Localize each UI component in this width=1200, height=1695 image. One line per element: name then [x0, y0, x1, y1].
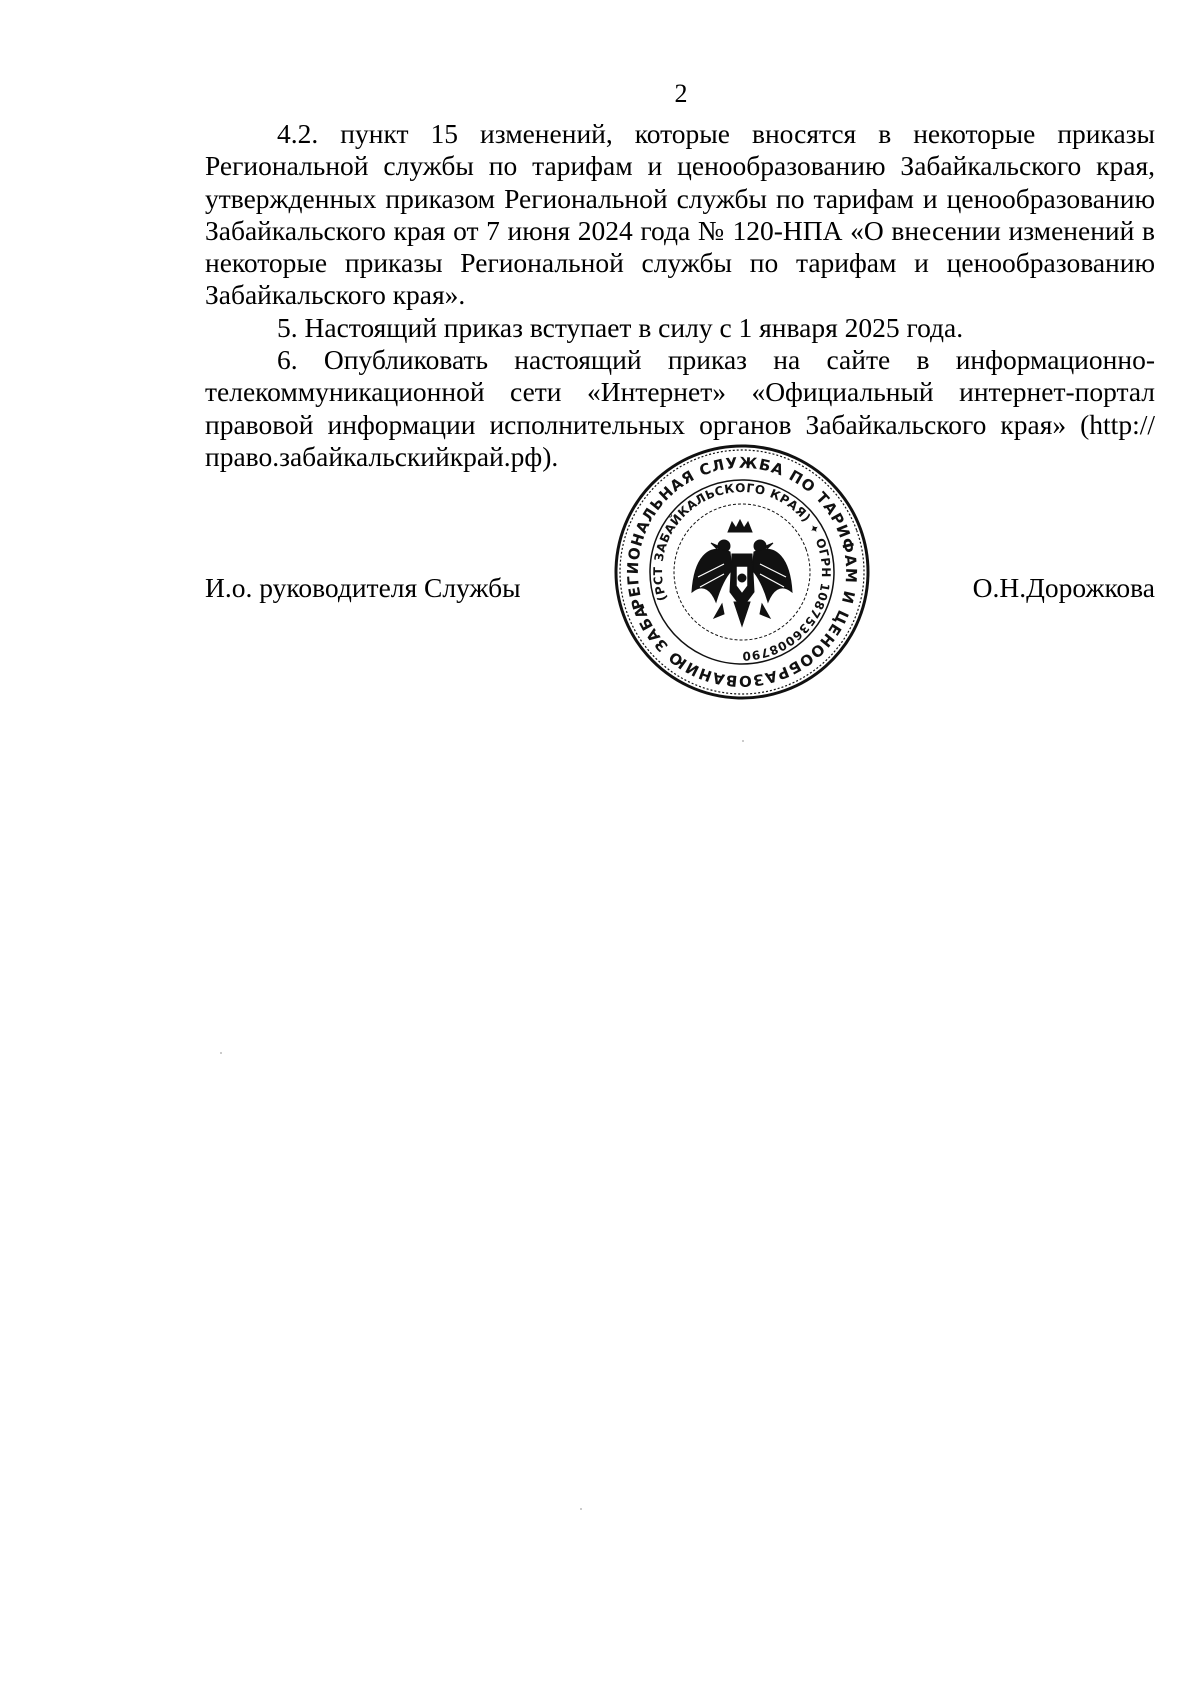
scan-speck — [742, 740, 744, 742]
scan-speck — [220, 1052, 222, 1054]
paragraph-5: 5. Настоящий приказ вступает в силу с 1 января 2025 года. — [277, 311, 964, 343]
scan-speck — [580, 1508, 582, 1510]
double-headed-eagle-emblem — [692, 520, 792, 626]
seal-inner-text: (РСТ ЗАБАЙКАЛЬСКОГО КРАЯ) ✦ ОГРН 1087536008790 — [650, 480, 834, 664]
seal-outer-text: РЕГИОНАЛЬНАЯ СЛУЖБА ПО ТАРИФАМ И ЦЕНООБРАЗОВАНИЮ ЗАБАЙКАЛЬСКОГО — [623, 453, 861, 691]
signer-title: И.о. руководителя Службы — [205, 572, 521, 603]
official-seal — [612, 442, 872, 702]
page-number-text: 2 — [674, 79, 688, 108]
page-number — [0, 78, 1200, 110]
paragraph-6: 6. Опубликовать настоящий приказ на сайте в информационно-телекоммуникационной сети «Интернет» «Официальный интернет-портал правовой информации исполнительных органов Забайкальского края» (http://право.забайкальскийкрай.рф). — [205, 344, 1155, 472]
paragraph-4-2: 4.2. пункт 15 изменений, которые вносятся в некоторые приказы Региональной службы по тарифам и ценообразованию Забайкальского края, утвержденных приказом Региональной службы по тарифам и ценообразованию Забайкальского края от 7 июня 2024 года № 120-НПА «О внесении изменений в некоторые приказы Региональной службы по тарифам и ценообразованию Забайкальского края». — [205, 118, 1155, 311]
signer-name: О.Н.Дорожкова — [972, 572, 1155, 603]
document-body — [205, 118, 1155, 473]
